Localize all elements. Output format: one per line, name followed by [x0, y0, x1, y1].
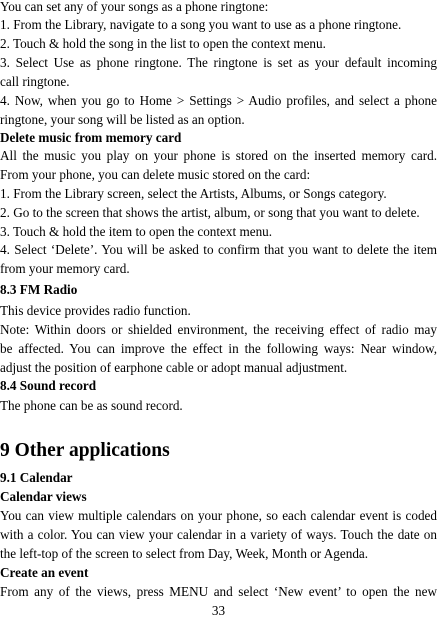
text-line: This device provides radio function.	[0, 303, 191, 318]
text-line: 2. Go to the screen that shows the artist, album, or song that you want to delete.	[0, 205, 420, 220]
section-heading: Calendar views	[0, 489, 87, 504]
page-number: 33	[211, 603, 226, 618]
text-line: You can set any of your songs as a phone ringtone:	[0, 0, 269, 14]
text-line: 2. Touch & hold the song in the list to open the context menu.	[0, 36, 326, 51]
text-line: 4. Now, when you go to Home > Settings > Audio profiles, and select a phone	[0, 93, 437, 108]
text-line: adjust the position of earphone cable or adopt manual adjustment.	[0, 360, 348, 375]
text-line: You can view multiple calendars on your phone, so each calendar event is coded	[0, 508, 437, 523]
section-heading: 8.3 FM Radio	[0, 282, 78, 297]
text-line: From any of the views, press MENU and select ‘New event’ to open the new	[0, 584, 437, 599]
text-line: with a color. You can view your calendar in a variety of ways. Touch the date on	[0, 527, 437, 542]
text-line: Note: Within doors or shielded environment, the receiving effect of radio may	[0, 322, 437, 337]
text-line: 1. From the Library, navigate to a song you want to use as a phone ringtone.	[0, 17, 402, 32]
text-line: be affected. You can improve the effect in the following ways: Near window,	[0, 341, 437, 356]
section-heading: 9.1 Calendar	[0, 470, 73, 485]
text-line: the left-top of the screen to select from Day, Week, Month or Agenda.	[0, 546, 369, 561]
text-line: 4. Select ‘Delete’. You will be asked to confirm that you want to delete the item	[0, 242, 437, 257]
text-line: 1. From the Library screen, select the Artists, Albums, or Songs category.	[0, 186, 387, 201]
section-heading: Create an event	[0, 565, 89, 580]
text-line: From your phone, you can delete music stored on the card:	[0, 167, 311, 182]
text-line: 3. Select Use as phone ringtone. The ringtone is set as your default incoming	[0, 55, 437, 70]
section-heading: 8.4 Sound record	[0, 378, 97, 393]
chapter-heading: 9 Other applications	[0, 440, 170, 461]
text-line: call ringtone.	[0, 74, 70, 89]
text-line: The phone can be as sound record.	[0, 398, 183, 413]
text-line: All the music you play on your phone is stored on the inserted memory card.	[0, 148, 437, 163]
section-heading: Delete music from memory card	[0, 130, 182, 145]
text-line: from your memory card.	[0, 261, 130, 276]
text-line: 3. Touch & hold the item to open the context menu.	[0, 224, 273, 239]
text-line: ringtone, your song will be listed as an option.	[0, 112, 245, 127]
